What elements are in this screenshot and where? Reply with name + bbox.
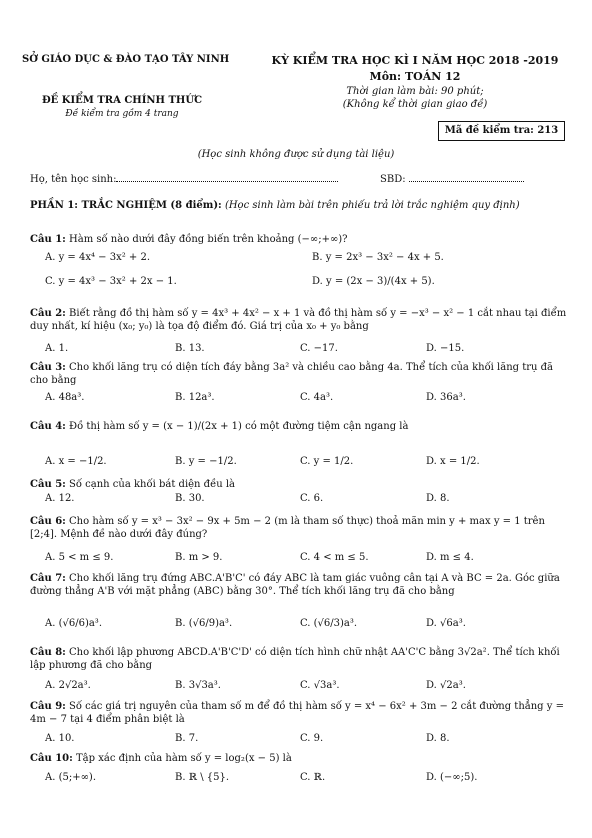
question-6	[30, 515, 572, 541]
question-2	[30, 307, 572, 333]
question-10	[30, 752, 572, 765]
option-a: A. 2√2a³.	[45, 680, 91, 691]
option-b: B. 13.	[175, 343, 205, 354]
question-8	[30, 646, 572, 672]
question-label: Câu 4:	[30, 421, 66, 432]
option-d: D. m ≤ 4.	[426, 552, 474, 563]
option-c: C. 9.	[300, 733, 324, 744]
question-label: Câu 1:	[30, 234, 66, 245]
pages-note: Đề kiểm tra gồm 4 trang	[65, 109, 179, 119]
part1-instruction: (Học sinh làm bài trên phiếu trả lời trắc nghiệm quy định)	[224, 200, 520, 211]
department-name: SỞ GIÁO DỤC & ĐÀO TẠO TÂY NINH	[22, 54, 230, 65]
student-name-line	[30, 172, 338, 185]
option-a: A. 12.	[45, 493, 75, 504]
option-d: D. 36a³.	[426, 392, 466, 403]
question-4	[30, 420, 572, 433]
option-a: A. y = 4x⁴ − 3x² + 2.	[45, 252, 150, 263]
option-d: D. y = (2x − 3)/(4x + 5).	[312, 276, 435, 287]
question-label: Câu 7:	[30, 573, 66, 584]
part1-title: PHẦN 1: TRẮC NGHIỆM (8 điểm):	[30, 200, 222, 211]
option-a: A. 5 < m ≤ 9.	[45, 552, 114, 563]
question-label: Câu 2:	[30, 308, 66, 319]
question-label: Câu 8:	[30, 647, 66, 658]
student-name-label: Họ, tên học sinh:	[30, 174, 117, 185]
option-b: B. y = 2x³ − 3x² − 4x + 5.	[312, 252, 444, 263]
question-5	[30, 478, 572, 491]
sbd-line	[380, 172, 524, 185]
question-text: Biết rằng đồ thị hàm số y = 4x³ + 4x² − x + 1 và đồ thị hàm số y = −x³ − x² − 1 cắt nhau tại điểm duy nhất, kí hiệu (x₀; y₀) là tọa độ điểm đó. Giá trị của x₀ + y₀ bằng	[30, 308, 567, 332]
official-label: ĐỀ KIỂM TRA CHÍNH THỨC	[41, 95, 203, 106]
part1-heading	[30, 200, 520, 211]
question-label: Câu 6:	[30, 516, 66, 527]
option-b: B. 7.	[175, 733, 199, 744]
option-d: D. 8.	[426, 733, 450, 744]
question-text: Số các giá trị nguyên của tham số m để đồ thị hàm số y = x⁴ − 6x² + 3m − 2 cắt đường thẳng y = 4m − 7 tại 4 điểm phân biệt là	[30, 701, 564, 725]
option-a: A. 1.	[45, 343, 69, 354]
exam-duration-note: (Không kể thời gian giao đề)	[342, 99, 488, 110]
question-text: Cho hàm số y = x³ − 3x² − 9x + 5m − 2 (m là tham số thực) thoả mãn min y + max y = 1 trên [2;4]. Mệnh đề nào dưới đây đúng?	[30, 516, 545, 540]
sbd-label: SBD:	[380, 174, 406, 185]
option-c: C. −17.	[300, 343, 338, 354]
option-b: B. 30.	[175, 493, 205, 504]
exam-duration: Thời gian làm bài: 90 phút;	[346, 86, 484, 97]
option-d: D. √6a³.	[426, 618, 466, 629]
question-label: Câu 5:	[30, 479, 66, 490]
option-b: B. ℝ \ {5}.	[175, 772, 230, 783]
question-9	[30, 700, 572, 726]
exam-code: Mã đề kiểm tra: 213	[444, 125, 559, 136]
exam-code-box	[438, 121, 565, 141]
exam-subject: Môn: TOÁN 12	[369, 70, 461, 83]
option-b: B. y = −1/2.	[175, 456, 237, 467]
option-c: C. (√6/3)a³.	[300, 618, 358, 629]
option-c: C. √3a³.	[300, 680, 340, 691]
question-text: Đồ thị hàm số y = (x − 1)/(2x + 1) có một đường tiệm cận ngang là	[69, 421, 409, 432]
question-label: Câu 9:	[30, 701, 66, 712]
option-a: A. 10.	[45, 733, 75, 744]
question-text: Hàm số nào dưới đây đồng biến trên khoảng (−∞;+∞)?	[69, 234, 348, 245]
option-c: C. 6.	[300, 493, 324, 504]
exam-title: KỲ KIỂM TRA HỌC KÌ I NĂM HỌC 2018 -2019	[271, 54, 559, 67]
option-c: C. 4 < m ≤ 5.	[300, 552, 369, 563]
no-materials-note: (Học sinh không được sử dụng tài liệu)	[197, 149, 395, 160]
question-text: Cho khối lăng trụ đứng ABC.A'B'C' có đáy ABC là tam giác vuông cân tại A và BC = 2a. Góc giữa đường thẳng A'B với mặt phẳng (ABC) bằng 30°. Thể tích khối lăng trụ đã cho bằng	[30, 573, 560, 597]
question-7	[30, 572, 572, 598]
question-text: Cho khối lăng trụ có diện tích đáy bằng 3a² và chiều cao bằng 4a. Thể tích của khối lăng trụ đã cho bằng	[30, 362, 554, 386]
option-c: C. 4a³.	[300, 392, 334, 403]
option-c: C. ℝ.	[300, 772, 326, 783]
option-d: D. 8.	[426, 493, 450, 504]
question-3	[30, 361, 572, 387]
question-text: Tập xác định của hàm số y = log₂(x − 5) là	[76, 753, 292, 764]
question-text: Cho khối lập phương ABCD.A'B'C'D' có diện tích hình chữ nhật AA'C'C bằng 3√2a². Thể tích khối lập phương đã cho bằng	[30, 647, 560, 671]
option-d: D. −15.	[426, 343, 465, 354]
question-text: Số cạnh của khối bát diện đều là	[69, 479, 236, 490]
sbd-field[interactable]	[409, 172, 524, 182]
option-c: C. y = 1/2.	[300, 456, 354, 467]
option-a: A. x = −1/2.	[45, 456, 107, 467]
option-b: B. 12a³.	[175, 392, 215, 403]
option-d: D. √2a³.	[426, 680, 466, 691]
option-a: A. (5;+∞).	[45, 772, 97, 783]
option-b: B. (√6/9)a³.	[175, 618, 233, 629]
option-d: D. (−∞;5).	[426, 772, 478, 783]
option-a: A. 48a³.	[45, 392, 85, 403]
option-b: B. m > 9.	[175, 552, 223, 563]
option-d: D. x = 1/2.	[426, 456, 480, 467]
option-c: C. y = 4x³ − 3x² + 2x − 1.	[45, 276, 177, 287]
question-label: Câu 10:	[30, 753, 73, 764]
option-a: A. (√6/6)a³.	[45, 618, 102, 629]
student-name-field[interactable]	[116, 172, 338, 182]
question-1	[30, 233, 572, 246]
option-b: B. 3√3a³.	[175, 680, 221, 691]
question-label: Câu 3:	[30, 362, 66, 373]
